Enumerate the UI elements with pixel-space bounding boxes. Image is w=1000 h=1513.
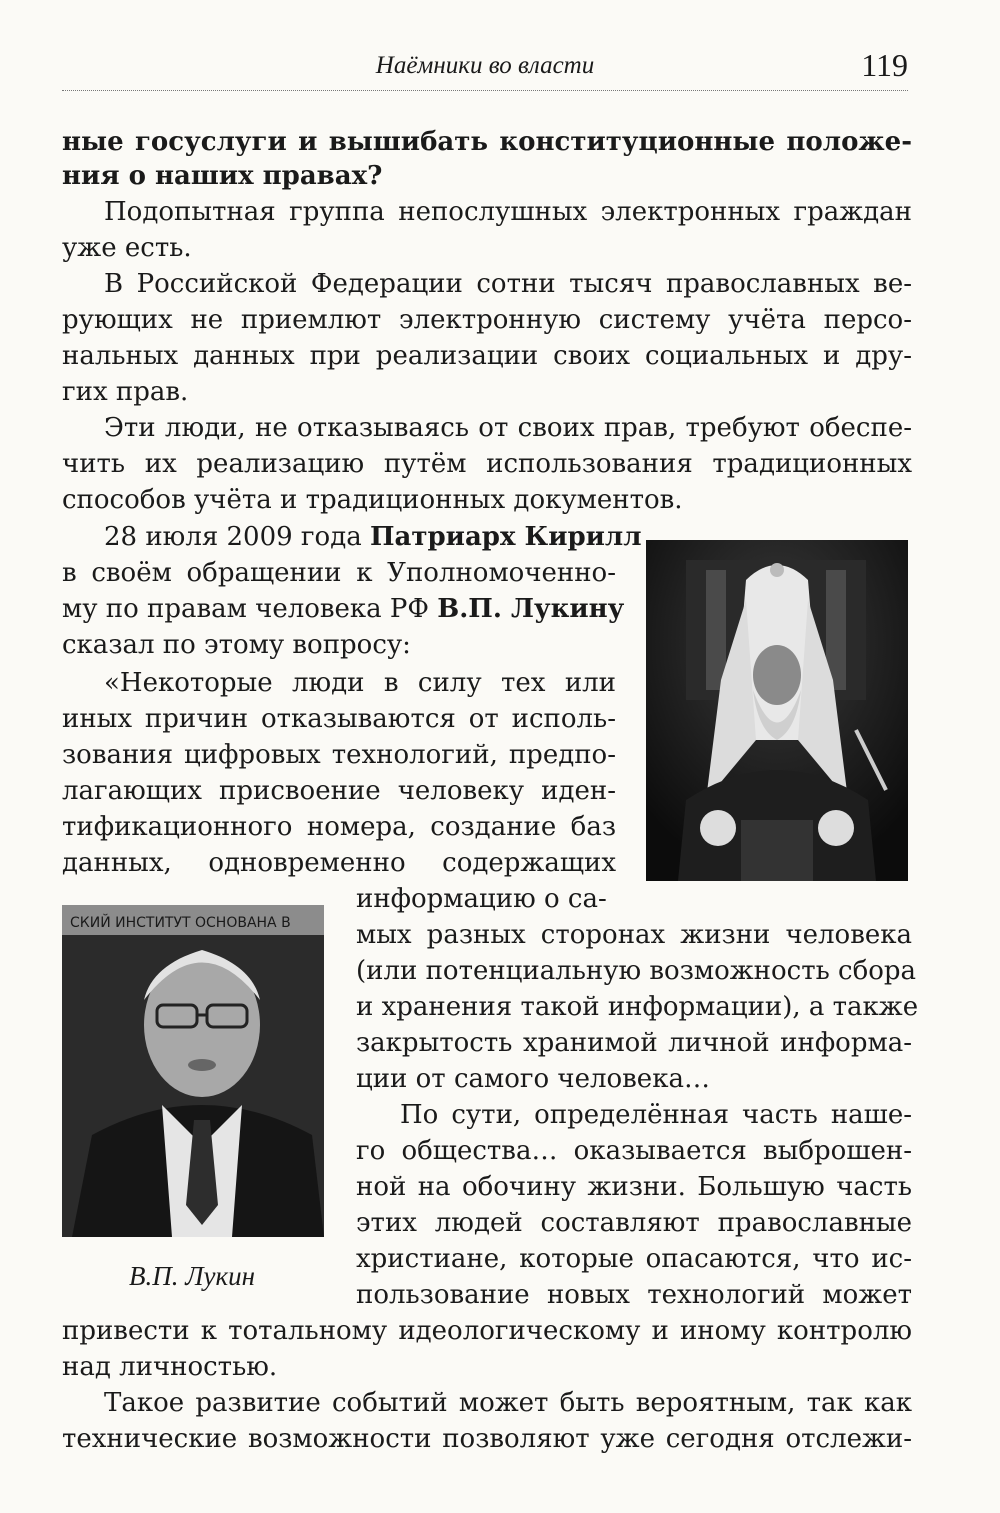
text-line: сказал по этому вопросу:: [62, 630, 411, 660]
text-line: рующих не приемлют электронную систему учёта персо-: [62, 305, 912, 335]
text-line: над личностью.: [62, 1352, 278, 1382]
text-line: технические возможности позволяют уже сегодня отслежи-: [62, 1424, 912, 1454]
text-line: мых разных сторонах жизни человека: [356, 920, 912, 950]
text-line: иных причин отказываются от исполь-: [62, 704, 616, 734]
text-line: христиане, которые опасаются, что ис-: [356, 1244, 912, 1274]
text-line: уже есть.: [62, 233, 192, 263]
patriarch-photo: [646, 540, 908, 881]
lukin-illustration: [62, 905, 324, 1237]
text-line: лагающих присвоение человеку иден-: [62, 776, 616, 806]
text-line: и хранения такой информации), а также: [356, 992, 919, 1022]
text-line: ной на обочину жизни. Большую часть: [356, 1172, 912, 1202]
text-line: привести к тотальному идеологическому и иному контролю: [62, 1316, 912, 1346]
text-fragment: 28 июля 2009 года: [104, 522, 370, 552]
text-line: ния о наших правах?: [62, 161, 383, 191]
patriarch-illustration: [646, 540, 908, 881]
text-line: нальных данных при реализации своих социальных и дру-: [62, 341, 912, 371]
text-line: Эти люди, не отказываясь от своих прав, требуют обеспе-: [104, 413, 912, 443]
text-line: «Некоторые люди в силу тех или: [104, 668, 616, 698]
text-line: этих людей составляют православные: [356, 1208, 912, 1238]
text-line: тификационного номера, создание баз: [62, 812, 616, 842]
lukin-banner: СКИЙ ИНСТИТУТ ОСНОВАНА В: [70, 915, 291, 931]
text-line: [62, 593, 625, 625]
lukin-name: В.П. Лукину: [437, 594, 625, 624]
text-fragment: му по правам человека РФ: [62, 594, 438, 624]
text-line: зования цифровых технологий, предпо-: [62, 740, 616, 770]
text-line: ные госуслуги и вышибать конституционные положе-: [62, 127, 912, 157]
text-line: информацию о са-: [356, 884, 607, 914]
text-line: В Российской Федерации сотни тысяч православных ве-: [104, 269, 912, 299]
text-line: Подопытная группа непослушных электронных граждан: [104, 197, 912, 227]
page-number: 119: [861, 47, 908, 83]
text-line: По сути, определённая часть наше-: [400, 1100, 912, 1130]
lukin-photo: [62, 905, 324, 1237]
text-line: способов учёта и традиционных документов.: [62, 485, 683, 515]
text-line: го общества… оказывается выброшен-: [356, 1136, 912, 1166]
running-title: Наёмники во власти: [375, 52, 595, 79]
lukin-caption: В.П. Лукин: [128, 1261, 256, 1291]
text-line: [104, 521, 642, 553]
text-line: ции от самого человека…: [356, 1064, 710, 1094]
text-line: Такое развитие событий может быть вероятным, так как: [104, 1388, 912, 1418]
text-line: закрытость хранимой личной информа-: [356, 1028, 912, 1058]
text-line: данных, одновременно содержащих: [62, 848, 616, 878]
text-line: (или потенциальную возможность сбора: [356, 956, 917, 986]
text-line: гих прав.: [62, 377, 189, 407]
text-line: в своём обращении к Уполномоченно-: [62, 558, 616, 588]
page-header: [62, 47, 908, 91]
text-line: чить их реализацию путём использования традиционных: [62, 449, 912, 479]
patriarch-name: Патриарх Кирилл: [369, 522, 642, 552]
text-line: пользование новых технологий может: [356, 1280, 912, 1310]
